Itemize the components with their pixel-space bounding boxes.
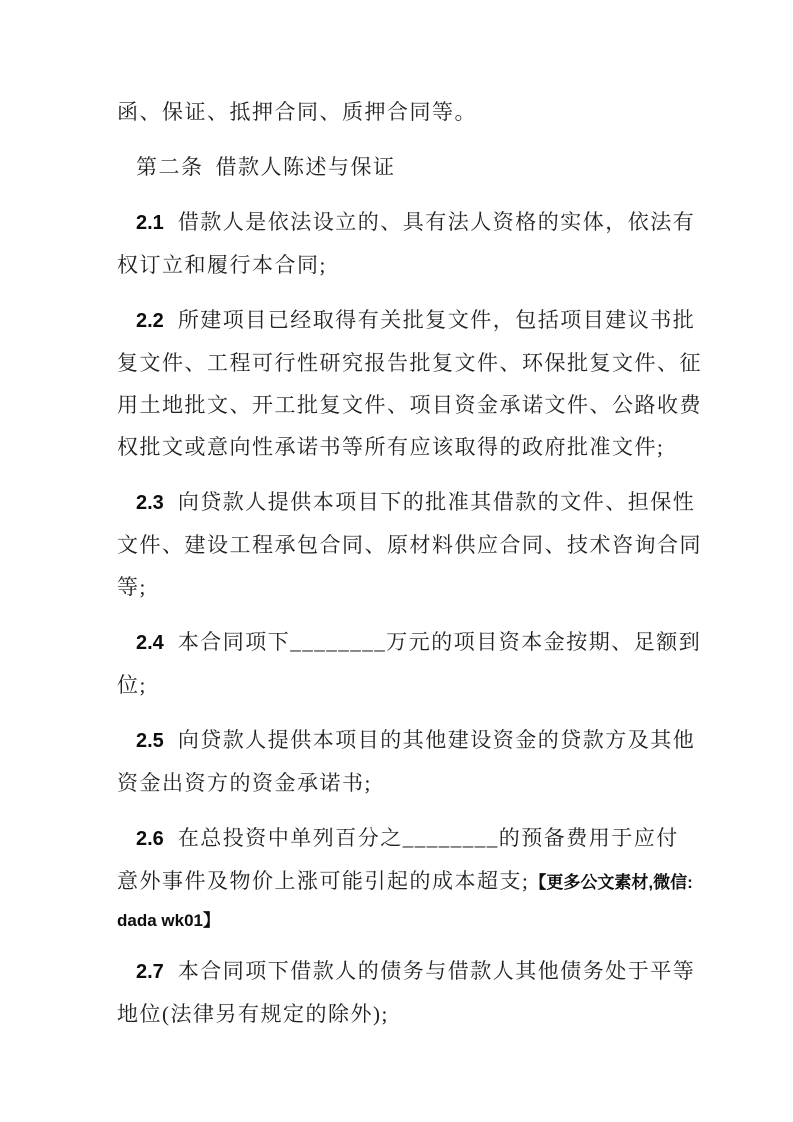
- paragraph: [117, 719, 696, 804]
- paragraph: [117, 201, 696, 286]
- text-line: [117, 384, 702, 426]
- text-line: [117, 426, 677, 468]
- line-text: 向贷款人提供本项目的其他建设资金的贷款方及其他: [177, 728, 696, 752]
- line-text: 向贷款人提供本项目下的批准其借款的文件、担保性: [177, 490, 696, 514]
- watermark-inline: 【更多公文素材,微信:: [529, 873, 693, 892]
- paragraph: [117, 299, 702, 468]
- section-heading: [117, 146, 677, 188]
- line-text: 借款人陈述与保证: [215, 155, 396, 179]
- text-line: [117, 762, 677, 804]
- text-line: [117, 950, 696, 993]
- clause-number: 2.7: [136, 961, 164, 983]
- line-text: 意外事件及物价上涨可能引起的成本超支;: [117, 869, 530, 893]
- line-text: 本合同项下________万元的项目资本金按期、足额到: [177, 630, 702, 654]
- text-line: [117, 481, 696, 524]
- line-text: 借款人是依法设立的、具有法人资格的实体，依法有: [177, 210, 696, 234]
- line-text: 用土地批文、开工批复文件、项目资金承诺文件、公路收费: [117, 393, 702, 417]
- line-text: 等;: [117, 575, 147, 599]
- text-line: [117, 621, 702, 664]
- text-line: [117, 993, 677, 1035]
- paragraph: [117, 91, 677, 133]
- line-text: 文件、建设工程承包合同、原材料供应合同、技术咨询合同: [117, 533, 702, 557]
- paragraph: [117, 621, 702, 706]
- clause-number: 2.2: [136, 310, 164, 332]
- line-text: 本合同项下借款人的债务与借款人其他债务处于平等: [177, 959, 696, 983]
- line-text: 权订立和履行本合同;: [117, 253, 327, 277]
- clause-number: 2.5: [136, 730, 164, 752]
- clause-number: 2.3: [136, 492, 164, 514]
- text-line: [117, 201, 696, 244]
- line-text: 权批文或意向性承诺书等所有应该取得的政府批准文件;: [117, 435, 665, 459]
- line-text: 地位(法律另有规定的除外);: [117, 1002, 389, 1026]
- text-line: [117, 342, 702, 384]
- paragraph: [117, 950, 696, 1035]
- text-line: [117, 817, 677, 860]
- line-text: 资金出资方的资金承诺书;: [117, 771, 372, 795]
- text-line: [117, 299, 696, 342]
- clause-number: 2.1: [136, 212, 164, 234]
- clause-number: 2.6: [136, 828, 164, 850]
- text-line: [117, 719, 696, 762]
- clause-number: 2.4: [136, 632, 164, 654]
- line-text: 函、保证、抵押合同、质押合同等。: [117, 100, 477, 124]
- paragraph: [117, 817, 693, 937]
- paragraph: [117, 481, 702, 608]
- heading-number: 第二条: [136, 155, 204, 179]
- text-line: [117, 664, 677, 706]
- text-line: [117, 91, 677, 133]
- line-text: 位;: [117, 673, 147, 697]
- line-text: 在总投资中单列百分之________的预备费用于应付: [177, 826, 679, 850]
- text-line: [117, 566, 677, 608]
- line-text: 所建项目已经取得有关批复文件，包括项目建议书批: [177, 308, 696, 332]
- text-line: [117, 524, 702, 566]
- text-line: [117, 244, 677, 286]
- text-line: [117, 146, 677, 188]
- text-line: [117, 860, 693, 904]
- watermark-line: dada wk01】: [117, 911, 220, 930]
- line-text: 复文件、工程可行性研究报告批复文件、环保批复文件、征: [117, 351, 702, 375]
